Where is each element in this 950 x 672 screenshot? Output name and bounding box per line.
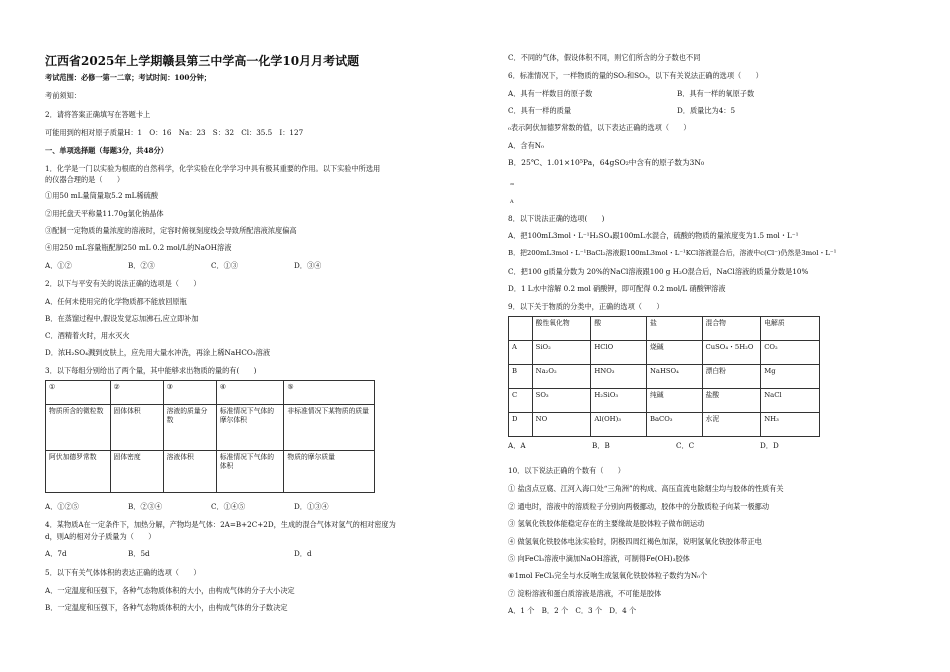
q3-option-c: C．①④⑤ [211,502,246,511]
q7-option-b: B．25℃、1.01×10⁵Pa，64gSO₂中含有的原子数为3N₀ [508,158,705,167]
q9-cell: Al(OH)₃ [591,413,647,437]
q7-mark-2: A [510,199,514,205]
q9-cell: 酸性氧化物 [532,317,591,341]
q7-mark-1: ₂₀ [510,181,515,187]
q3-cell: ④ [216,381,284,405]
q2-option-c: C．酒精着火时，用水灭火 [45,331,130,340]
q3-option-a: A．①②⑤ [45,502,79,511]
q8-option-d: D．1 L水中溶解 0.2 mol 硝酸钾，即可配得 0.2 mol/L 硝酸钾溶液 [508,284,726,293]
q8-option-a: A．把100mL3mol・L⁻¹H₂SO₄跟100mL水混合，硫酸的物质的量浓度变为1.5 mol・L⁻¹ [508,231,799,240]
q9-cell: SiO₂ [532,341,591,365]
q10-item-6: ⑥1mol FeCl₃完全与水反响生成氢氧化铁胶体粒子数约为N₀个 [508,571,708,580]
q2-stem: 2．以下与平安有关的说法正确的选项是（ ） [45,279,201,288]
q3-cell: 阿伏加德罗常数 [46,451,111,493]
q5-stem: 5．以下有关气体体积的表达正确的选项（ ） [45,568,201,577]
q9-option-d: D．D [760,441,779,450]
q8-option-c: C．把100 g质量分数为 20%的NaCl溶液跟100 g H₂O混合后，NaCl溶液的质量分数是10% [508,267,809,276]
q9-cell: Na₂O₂ [532,365,591,389]
q4-option-a: A．7d [45,549,67,558]
q9-cell: 盐 [646,317,702,341]
q9-cell: 盐酸 [702,389,761,413]
q7-stem: ₀表示阿伏加德罗常数的值，以下表达正确的选项（ ） [508,123,691,132]
q2-option-a: A．任何未使用完的化学物质都不能放回原瓶 [45,297,187,306]
q9-cell: 烧碱 [646,341,702,365]
q2-option-b: B．在蒸馏过程中,假设发觉忘加沸石,应立即补加 [45,314,199,323]
q9-option-c: C．C [676,441,695,450]
q3-cell: 物质的摩尔质量 [284,451,375,493]
q3-cell: ① [46,381,111,405]
q1-item-3: ③配制一定物质的量浓度的溶液时，定容时俯视刻度线会导致所配溶液浓度偏高 [45,226,297,235]
q1-item-2: ②用托盘天平称量11.70g氯化钠晶体 [45,209,164,218]
q9-cell: HNO₃ [591,365,647,389]
q3-cell: ② [110,381,163,405]
q9-cell: B [509,365,533,389]
q6-option-a: A．具有一样数目的原子数 [508,89,593,98]
q9-option-b: B．B [592,441,610,450]
q9-cell: 混合物 [702,317,761,341]
q2-option-d: D．浓H₂SO₄溅到皮肤上，应先用大量水冲洗，再涂上稀NaHCO₃溶液 [45,348,271,357]
q9-table [508,316,820,437]
q5-option-a: A．一定温度和压强下，各种气态物质体积的大小，由构成气体的分子大小决定 [45,586,295,595]
q6-option-d: D．质量比为4：5 [677,106,736,115]
q9-cell: 电解质 [761,317,820,341]
q4-stem-line1: 4．某物质A在一定条件下，加热分解，产物均是气体：2A=B+2C+2D，生成的混合气体对氢气的相对密度为 [45,520,396,529]
q5-option-c: C．不同的气体，假设体积不同，则它们所含的分子数也不同 [508,53,701,62]
q9-cell: NH₃ [761,413,820,437]
notice-item-2: 2．请将答案正确填写在答题卡上 [45,110,151,119]
atomic-masses: 可能用到的相对原子质量H：1 O：16 Na：23 S：32 Cl：35.5 I：127 [45,128,304,137]
q4-option-d: D．d [294,549,312,558]
q8-option-b: B．把200mL3mol・L⁻¹BaCl₂溶液跟100mL3mol・L⁻¹KCl溶液混合后，溶液中c(Cl⁻)仍然是3mol・L⁻¹ [508,249,837,257]
q9-cell: 酸 [591,317,647,341]
q3-stem: 3．以下每组分别给出了两个量，其中能够求出物质的量的有( ) [45,366,257,375]
q9-cell: A [509,341,533,365]
q9-cell: SO₃ [532,389,591,413]
q3-cell: 物质所含的微粒数 [46,405,111,451]
q1-item-1: ①用50 mL量筒量取5.2 mL稀硫酸 [45,191,159,200]
q9-stem: 9．以下关于物质的分类中，正确的选项（ ） [508,302,664,311]
q3-cell: 标准情况下气体的体积 [216,451,284,493]
q8-stem: 8．以下说法正确的选项( ) [508,214,605,223]
notice-heading: 考前须知： [45,91,81,100]
q5-option-b: B．一定温度和压强下，各种气态物质体积的大小，由构成气体的分子数决定 [45,603,288,612]
q10-stem: 10．以下说法正确的个数有（ ） [508,466,625,475]
q3-cell: 非标准情况下某物质的质量 [284,405,375,451]
q3-cell: ⑤ [284,381,375,405]
page-title: 江西省2025年上学期赣县第三中学高一化学10月月考试题 [45,54,360,68]
q9-cell: C [509,389,533,413]
q3-option-b: B．②③④ [128,502,163,511]
q10-item-2: ② 通电时，溶液中的溶质粒子分别向两极挪动，胶体中的分散质粒子向某一极挪动 [508,502,770,511]
q3-table [45,380,375,493]
q1-stem-line2: 的仪器合理的是（ ） [45,175,125,184]
q9-cell: HClO [591,341,647,365]
q3-cell: 标准情况下气体的摩尔体积 [216,405,284,451]
q1-option-d: D．③④ [294,261,322,270]
q9-option-a: A．A [508,441,526,450]
q6-stem: 6．标准情况下，一样物质的量的SO₂和SO₃，以下有关说法正确的选项（ ） [508,71,763,80]
q9-cell: D [509,413,533,437]
q1-option-b: B．②③ [128,261,155,270]
q3-cell: ③ [163,381,216,405]
q1-option-a: A．①② [45,261,72,270]
q1-option-c: C．①③ [211,261,239,270]
q6-option-b: B．具有一样的氧原子数 [677,89,755,98]
q9-cell: NaCl [761,389,820,413]
q3-cell: 溶液体积 [163,451,216,493]
q1-item-4: ④用250 mL容量瓶配制250 mL 0.2 mol/L的NaOH溶液 [45,243,232,252]
q10-item-3: ③ 氢氧化铁胶体能稳定存在的主要缘故是胶体粒子做布朗运动 [508,519,705,528]
q10-item-4: ④ 做氢氧化铁胶体电泳实验时，阴极四周红褐色加深，说明氢氧化铁胶体带正电 [508,537,762,546]
q9-cell: CO₂ [761,341,820,365]
q9-cell: Mg [761,365,820,389]
q9-cell: NO [532,413,591,437]
q7-option-a: A．含有N₀ [508,141,544,150]
q3-option-d: D．①③④ [294,502,329,511]
q1-stem-line1: 1．化学是一门以实验为根底的自然科学，化学实验在化学学习中具有极其重要的作用。以下实验中所选用 [45,164,381,173]
q9-cell: BaCO₃ [646,413,702,437]
exam-meta: 考试范围：必修一第一二章；考试时间：100分钟； [45,73,211,82]
q9-cell: H₂SiO₃ [591,389,647,413]
section-heading: 一、单项选择题（每题3分，共48分） [45,146,168,155]
q10-item-1: ① 盐卤点豆腐、江河入海口处“三角洲”的构成、高压直流电除烟尘均与胶体的性质有关 [508,484,784,493]
q9-cell: 水泥 [702,413,761,437]
q3-cell: 溶液的质量分数 [163,405,216,451]
q10-item-7: ⑦ 淀粉溶液和蛋白质溶液是溶液，不可能是胶体 [508,589,662,598]
q10-options: A．1 个 B．2 个 C．3 个 D．4 个 [508,606,637,615]
q9-cell: 纯碱 [646,389,702,413]
q9-cell: CuSO₄・5H₂O [702,341,761,365]
q3-cell: 固体体积 [110,405,163,451]
q9-cell: 漂白粉 [702,365,761,389]
q9-cell: NaHSO₄ [646,365,702,389]
q9-cell [509,317,533,341]
q4-option-b: B．5d [128,549,150,558]
q4-stem-line2: d，则A的相对分子质量为（ ） [45,532,156,541]
q10-item-5: ⑤ 向FeCl₃溶液中滴加NaOH溶液，可制得Fe(OH)₃胶体 [508,554,690,563]
q6-option-c: C．具有一样的质量 [508,106,572,115]
q3-cell: 固体密度 [110,451,163,493]
